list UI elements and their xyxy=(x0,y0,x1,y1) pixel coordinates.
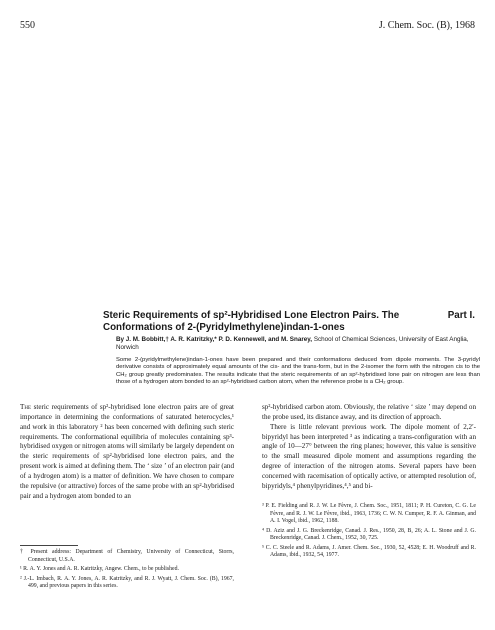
author-list: By J. M. Bobbitt,† A. R. Katritzky,* P. D. Kennewell, and M. Snarey, xyxy=(116,336,313,343)
footnote: † Present address: Department of Chemistry, University of Connecticut, Storrs, Connecticut, U.S.A. xyxy=(20,549,234,563)
author-block xyxy=(116,336,480,352)
opening-word: The xyxy=(20,403,31,411)
footnote: ¹ R. A. Y. Jones and A. R. Katritzky, Angew. Chem., to be published. xyxy=(20,566,179,573)
journal-header: J. Chem. Soc. (B), 1968 xyxy=(378,20,475,31)
footnote: ⁴ D. Aziz and J. G. Breckenridge, Canad. J. Res., 1950, 28, B, 26; A. L. Stone and J. G. Breckenridge, Canad. J. Chem., 1952, 30, 725. xyxy=(262,527,476,542)
body-paragraph-previous-work: There is little relevant previous work. The dipole moment of 2,2′-bipyridyl has been interpreted ³ as indicating a trans-configuration with an angle of 10—27° between the ring planes; however, this value is sensitive to the small measured dipole moment and assumptions regarding the degree of interaction of the nitrogen atoms. Several papers have been concerned with racemisation of optically active, or attempted resolution of, bipyridyls,⁴ phenylpyridines,⁴,⁵ and bi- xyxy=(262,422,476,490)
affiliation: School of Chemical Sciences, University of East Anglia, Norwich xyxy=(116,336,469,352)
article-title: Steric Requirements of sp²-Hybridised Lone Electron Pairs. The Conformations of 2-(Pyridylmethylene)indan-1-ones xyxy=(103,310,400,333)
body-paragraph-continued: sp²-hybridised carbon atom. Obviously, the relative ‘ size ’ may depend on the probe used, its distance away, and its direction of approach. xyxy=(262,403,476,421)
intro-paragraph xyxy=(20,403,234,501)
abstract: Some 2-(pyridylmethylene)indan-1-ones have been prepared and their conformations deduced from dipole moments. The 3-pyridyl derivative consists of approximately equal amounts of the cis- and the trans-form, but in the 2-isomer the form with the nitrogen cis to the CH₂ group greatly predominates. The results indicate that the steric requirements of an sp²-hybridised lone pair on nitrogen are less than those of a hydrogen atom bonded to an sp²-hybridised carbon atom, when the reference probe is a CH₂ group. xyxy=(116,357,480,386)
body-column-right xyxy=(262,403,476,492)
footnote: ⁵ C. C. Steele and R. Adams, J. Amer. Chem. Soc., 1930, 52, 4528; E. H. Woodruff and R. Adams, ibid., 1932, 54, 1977. xyxy=(262,544,476,559)
page-number: 550 xyxy=(20,20,35,31)
intro-text: steric requirements of sp²-hybridised lone electron pairs are of great importance in determining the conformations of saturated heterocycles,¹ and work in this laboratory ² has been concerned with defining such steric requirements. The conformational equilibria of molecules containing sp³-hybridised oxygen or nitrogen atoms will similarly be largely dependent on the steric requirements of sp²-hybridised lone electron pairs, and the present work is aimed at defining them. The ‘ size ’ of an electron pair (and of a hydrogen atom) is a matter of definition. We have chosen to compare the repulsive (or attractive) forces of the same probe with an sp²-hybridised pair and a hydrogen atom bonded to an xyxy=(20,403,234,500)
footnote: ³ P. E. Fielding and R. J. W. Le Fèvre, J. Chem. Soc., 1951, 1811; P. H. Cureton, C. G. Le Fèvre, and R. J. W. Le Fèvre, ibid., 1963, 1736; C. W. N. Cumper, R. F. A. Ginman, and A. I. Vogel, ibid., 1962, 1188. xyxy=(262,503,476,525)
article-title-block xyxy=(103,310,475,334)
body-column-left xyxy=(20,403,234,501)
title-part: Part I. xyxy=(447,310,475,321)
footnotes-left xyxy=(20,545,234,593)
footnote: ² J.-L. Imbach, R. A. Y. Jones, A. R. Katritzky, and R. J. Wyatt, J. Chem. Soc. (B), 1967, 499, and previous papers in this series. xyxy=(20,575,234,590)
footnotes-right xyxy=(262,503,476,562)
footnote-divider xyxy=(20,545,78,546)
